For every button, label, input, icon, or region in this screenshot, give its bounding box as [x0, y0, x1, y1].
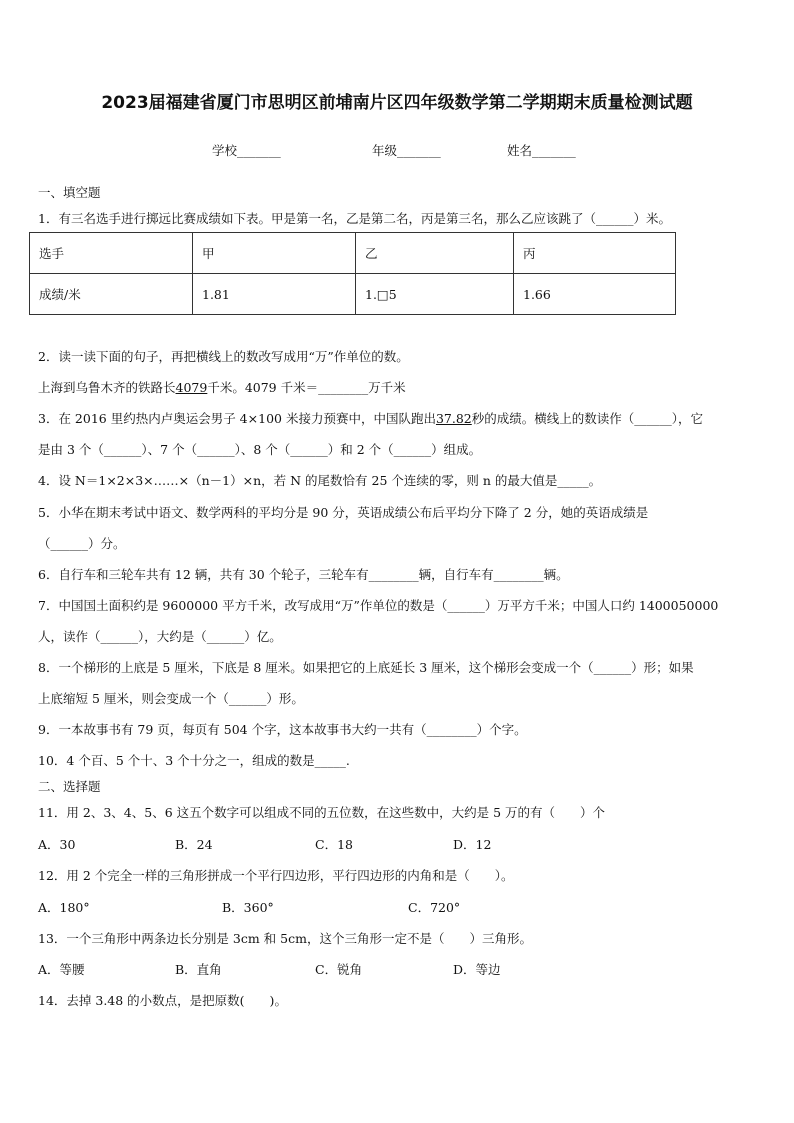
q12-option-c: C．720°	[408, 900, 461, 915]
table-cell: 1.□5	[356, 274, 514, 315]
q3-text: 秒的成绩。横线上的数读作（______），它	[471, 411, 704, 426]
table-row	[30, 274, 676, 315]
name-field: 姓名_______	[507, 143, 576, 158]
question-5-line2: （______）分。	[38, 536, 126, 551]
grade-field: 年级_______	[372, 143, 441, 158]
q2-underlined-number: 4079	[175, 380, 208, 395]
q11-option-c: C．18	[315, 837, 353, 852]
q13-option-a: A．等腰	[38, 962, 85, 977]
q3-text: 3．在 2016 里约热内卢奥运会男子 4×100 米接力预赛中，中国队跑出	[38, 411, 436, 426]
q12-option-b: B．360°	[222, 900, 274, 915]
question-7: 7．中国国土面积约是 9600000 平方千米，改写成用“万”作单位的数是（______）万平方千米；中国人口约 1400050000	[38, 598, 719, 613]
question-12: 12．用 2 个完全一样的三角形拼成一个平行四边形，平行四边形的内角和是（ ）。	[38, 868, 514, 883]
question-9: 9．一本故事书有 79 页，每页有 504 个字，这本故事书大约一共有（________）个字。	[38, 722, 527, 737]
question-3	[38, 409, 703, 427]
q2-text: 上海到乌鲁木齐的铁路长	[38, 380, 176, 395]
table-cell: 1.81	[193, 274, 356, 315]
question-7-line2: 人，读作（______），大约是（______）亿。	[38, 629, 282, 644]
q3-underlined-number: 37.82	[435, 411, 472, 426]
table-cell: 1.66	[514, 274, 676, 315]
q12-option-a: A．180°	[38, 900, 90, 915]
q11-option-d: D．12	[453, 837, 492, 852]
question-3-line2: 是由 3 个（______）、7 个（______）、8 个（______）和 2 个（______）组成。	[38, 442, 482, 457]
q11-option-b: B．24	[175, 837, 213, 852]
question-14: 14．去掉 3.48 的小数点，是把原数( )。	[38, 993, 287, 1008]
school-field: 学校_______	[212, 143, 281, 158]
question-13: 13．一个三角形中两条边长分别是 3cm 和 5cm，这个三角形一定不是（ ）三角形。	[38, 931, 532, 946]
q2-text: 千米。4079 千米＝________万千米	[207, 380, 406, 395]
table-header-row	[30, 233, 676, 274]
table-cell: 成绩/米	[30, 274, 193, 315]
q13-option-b: B．直角	[175, 962, 222, 977]
table-cell: 乙	[356, 233, 514, 274]
question-10: 10．4 个百、5 个十、3 个十分之一，组成的数是_____.	[38, 753, 350, 768]
question-2: 2．读一读下面的句子，再把横线上的数改写成用“万”作单位的数。	[38, 349, 409, 364]
question-5: 5．小华在期末考试中语文、数学两科的平均分是 90 分，英语成绩公布后平均分下降了 2 分，她的英语成绩是	[38, 505, 649, 520]
question-4: 4．设 N＝1×2×3×……×（n－1）×n，若 N 的尾数恰有 25 个连续的零，则 n 的最大值是_____。	[38, 473, 602, 488]
question-8: 8．一个梯形的上底是 5 厘米，下底是 8 厘米。如果把它的上底延长 3 厘米，这个梯形会变成一个（______）形；如果	[38, 660, 694, 675]
table-cell: 选手	[30, 233, 193, 274]
q13-option-d: D．等边	[453, 962, 501, 977]
question-11: 11．用 2、3、4、5、6 这五个数字可以组成不同的五位数，在这些数中，大约是 5 万的有（ ）个	[38, 805, 606, 820]
table-cell: 甲	[193, 233, 356, 274]
page-title: 2023届福建省厦门市思明区前埔南片区四年级数学第二学期期末质量检测试题	[101, 93, 693, 113]
question-8-line2: 上底缩短 5 厘米，则会变成一个（______）形。	[38, 691, 304, 706]
question-6: 6．自行车和三轮车共有 12 辆，共有 30 个轮子，三轮车有________辆，自行车有________辆。	[38, 567, 569, 582]
q11-option-a: A．30	[38, 837, 76, 852]
section-choice-heading: 二、选择题	[38, 779, 101, 794]
question-1: 1．有三名选手进行掷远比赛成绩如下表。甲是第一名，乙是第二名，丙是第三名，那么乙应该跳了（______）米。	[38, 211, 671, 226]
table-cell: 丙	[514, 233, 676, 274]
section-fill-heading: 一、填空题	[38, 185, 101, 200]
question-2-line	[38, 378, 406, 396]
score-table	[29, 232, 676, 315]
q13-option-c: C．锐角	[315, 962, 363, 977]
